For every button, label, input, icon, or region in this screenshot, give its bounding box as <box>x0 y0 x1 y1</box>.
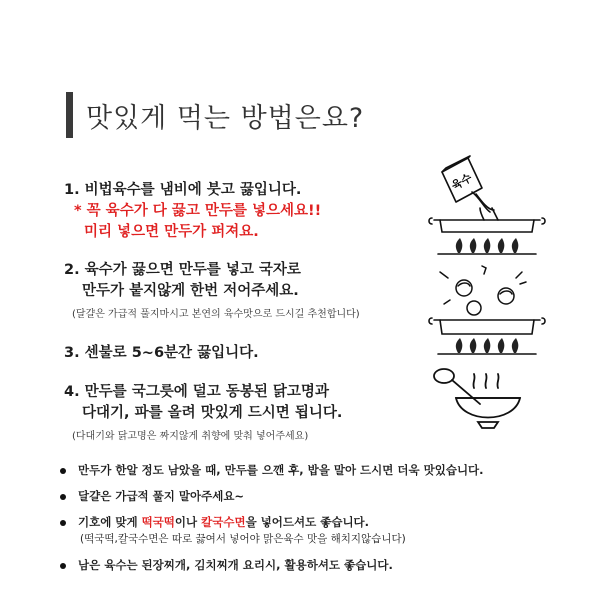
ladle-in-bowl-icon <box>434 369 520 428</box>
bullet-icon <box>60 520 66 526</box>
step-1-warning: * 꼭 육수가 다 끓고 만두를 넣으세요!! <box>74 203 322 219</box>
broth-pack-label: 육수 <box>449 171 475 193</box>
page-title: 맛있게 먹는 방법은요? <box>86 103 365 134</box>
stove-flames-icon <box>456 338 518 353</box>
step-2-text-2: 만두가 붙지않게 한번 저어주세요. <box>82 283 299 299</box>
tip-highlight-rice-cake: 떡국떡 <box>141 515 175 529</box>
tip-item <box>56 514 596 548</box>
tip-text: 달걀은 가급적 풀지 말아주세요~ <box>78 489 245 503</box>
step-2 <box>64 260 414 325</box>
tip-text: 기호에 맞게 <box>78 515 142 529</box>
tips-list <box>56 462 596 583</box>
step-1-warning-2: 미리 넣으면 만두가 퍼져요. <box>84 224 259 240</box>
step-4-text: 4. 만두를 국그릇에 덜고 동봉된 닭고명과 <box>64 384 329 400</box>
step-4 <box>64 382 414 447</box>
step-1 <box>64 180 414 243</box>
step-1-text: 1. 비법육수를 냄비에 붓고 끓입니다. <box>64 182 302 198</box>
tip-text: 이나 <box>174 515 202 529</box>
tip-text: 남은 육수는 된장찌개, 김치찌개 요리시, 활용하셔도 좋습니다. <box>78 558 393 572</box>
tip-text: 을 넣어드셔도 좋습니다. <box>245 515 370 529</box>
bullet-icon <box>60 563 66 569</box>
step-3-text: 3. 센불로 5~6분간 끓입니다. <box>64 345 259 361</box>
bullet-icon <box>60 494 66 500</box>
tip-item <box>56 462 596 479</box>
step-4-text-2: 다대기, 파를 올려 맛있게 드시면 됩니다. <box>82 405 343 421</box>
stove-flames-icon <box>456 238 518 253</box>
step-2-note: (달걀은 가급적 풀지마시고 본연의 육수맛으로 드시길 추천합니다) <box>72 309 360 320</box>
bullet-icon <box>60 468 66 474</box>
step-2-text: 2. 육수가 끓으면 만두를 넣고 국자로 <box>64 262 301 278</box>
step-3 <box>64 343 414 364</box>
step-4-note: (다대기와 닭고명은 짜지않게 취향에 맞춰 넣어주세요) <box>72 431 309 442</box>
cooking-illustration <box>420 150 550 450</box>
dumplings-falling-icon <box>440 266 526 315</box>
tip-subnote: (떡국떡,칼국수면은 따로 끓여서 넣어야 맑은육수 맛을 해치지않습니다) <box>80 533 406 545</box>
tip-item <box>56 488 596 505</box>
tip-text: 만두가 한알 정도 남았을 때, 만두를 으깬 후, 밥을 말아 드시면 더욱 맛있습니다. <box>78 463 484 477</box>
tip-item <box>56 557 596 574</box>
tip-highlight-noodles: 칼국수면 <box>201 515 246 529</box>
title-accent-bar <box>66 92 73 138</box>
